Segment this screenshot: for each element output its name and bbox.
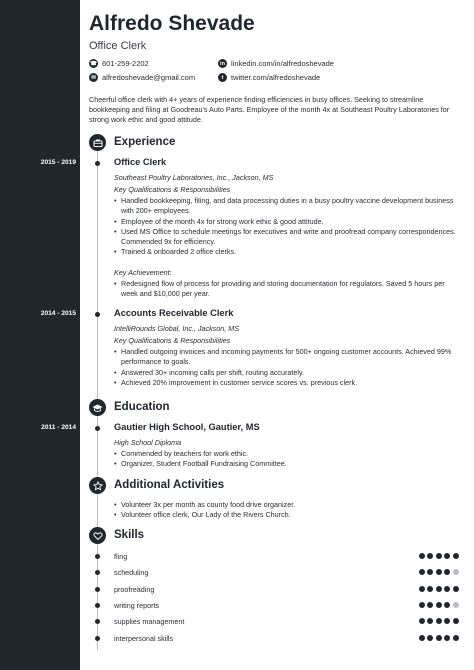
education-bullets (114, 449, 459, 470)
list-item: • Handled outgoing invoices and incoming payments for 500+ ongoing customer accounts. Achieved 99% performance to goals. (114, 347, 459, 368)
linkedin-text: linkedin.com/in/alfredoshevade (231, 59, 334, 68)
skill-rating-dot (427, 569, 433, 575)
skill-rating-dot (427, 635, 433, 641)
skill-rating-dot (444, 553, 450, 559)
twitter-icon: t (218, 73, 227, 82)
education-dates: 2011 - 2014 (41, 424, 76, 431)
contact-phone (89, 59, 149, 68)
list-item: • Answered 30+ incoming calls per shift, routing accurately. (114, 368, 459, 378)
skill-rating-dot (444, 618, 450, 624)
skill-row (114, 568, 459, 578)
skill-row (114, 552, 459, 562)
list-item: • Handled bookkeeping, filing, and data processing duties in a busy poultry vaccine development business with 200+ employees. (114, 196, 459, 217)
skill-rating-dot (419, 602, 425, 608)
timeline-dot (95, 587, 100, 592)
skill-rating-dot (436, 569, 442, 575)
contact-linkedin (218, 59, 334, 68)
timeline-dot (95, 426, 100, 431)
job-qualifications-label: Key Qualifications & Responsibilities (114, 185, 231, 194)
skill-rating-dot (444, 602, 450, 608)
education-school: Gautier High School, Gautier, MS (114, 422, 260, 432)
list-item: • Used MS Office to schedule meetings for executives and write and proofread company correspondences. Commended 9x for efficiency. (114, 227, 459, 248)
skill-rating (419, 569, 459, 575)
skill-rating (419, 586, 459, 592)
sidebar (0, 0, 80, 670)
list-item: • Volunteer office clerk, Our Lady of the Rivers Church. (114, 510, 459, 520)
job-achievements (114, 279, 459, 300)
education-degree: High School Diploma (114, 438, 182, 447)
timeline-dot (95, 161, 100, 166)
skill-rating-dot (419, 635, 425, 641)
resume-name: Alfredo Shevade (89, 12, 255, 35)
timeline-dot (95, 636, 100, 641)
section-title-education: Education (114, 401, 170, 413)
contact-email (89, 73, 195, 82)
job-company: IntelliRounds Global, Inc., Jackson, MS (114, 324, 240, 333)
twitter-text: twitter.com/alfredoshevade (231, 73, 321, 82)
skill-rating-dot (453, 602, 459, 608)
skill-rating-dot (453, 553, 459, 559)
briefcase-icon (89, 134, 106, 151)
section-title-experience: Experience (114, 136, 176, 148)
skill-rating (419, 635, 459, 641)
timeline-dot (95, 554, 100, 559)
skill-rating-dot (444, 635, 450, 641)
job-dates: 2014 - 2015 (40, 310, 76, 317)
skill-rating-dot (453, 635, 459, 641)
job-title: Accounts Receivable Clerk (114, 308, 234, 318)
linkedin-icon: in (218, 59, 227, 68)
job-bullets (114, 347, 459, 388)
skill-rating-dot (427, 602, 433, 608)
timeline-dot (95, 570, 100, 575)
skill-name: proofreading (114, 584, 155, 594)
skill-name: supplies management (114, 617, 185, 627)
skill-rating-dot (436, 618, 442, 624)
email-text: alfredoshevade@gmail.com (102, 73, 196, 82)
timeline-dot (95, 312, 100, 317)
skill-rating-dot (419, 569, 425, 575)
job-company: Southeast Poultry Laboratories, Inc., Jackson, MS (114, 173, 274, 182)
skill-rating-dot (444, 569, 450, 575)
heart-hand-icon (89, 527, 106, 544)
skill-rating-dot (436, 635, 442, 641)
section-title-activities: Additional Activities (114, 479, 225, 491)
skill-rating-dot (427, 586, 433, 592)
skill-rating (419, 553, 459, 559)
phone-text: 601-259-2202 (102, 59, 149, 68)
skill-row (114, 634, 459, 644)
skill-rating-dot (419, 618, 425, 624)
star-icon (89, 477, 106, 494)
skill-row (114, 585, 459, 595)
email-icon: ✉ (89, 73, 98, 82)
skill-rating-dot (436, 586, 442, 592)
job-dates: 2015 - 2019 (40, 159, 76, 166)
list-item: • Achieved 20% improvement in customer service scores vs. previous clerk. (114, 378, 459, 388)
skill-rating-dot (453, 569, 459, 575)
job-achievement-label: Key Achievement: (114, 268, 172, 277)
list-item: • Employee of the month 4x for strong work ethic & good attitude. (114, 217, 459, 227)
job-title: Office Clerk (114, 157, 167, 167)
list-item: • Volunteer 3x per month as county food drive organizer. (114, 500, 459, 510)
skill-rating-dot (436, 602, 442, 608)
resume-title: Office Clerk (89, 40, 147, 52)
section-title-skills: Skills (114, 529, 145, 541)
skill-name: interpersonal skills (114, 633, 174, 643)
skill-row (114, 617, 459, 627)
list-item: • Organizer, Student Football Fundraising Committee. (114, 459, 459, 469)
skill-rating-dot (419, 586, 425, 592)
job-bullets (114, 196, 459, 258)
skill-rating-dot (419, 553, 425, 559)
phone-icon: ☎ (90, 60, 97, 67)
summary: Cheerful office clerk with 4+ years of experience finding efficiencies in busy offices. Seeking to streamline bookkeeping and filing at Goodreau's Auto Parts. Employee of the month 4x at Southeast Poultry Laboratories for strong work ethic and good attitude. (89, 95, 450, 125)
activities-bullets (114, 500, 459, 521)
skill-rating-dot (427, 553, 433, 559)
skill-rating-dot (444, 586, 450, 592)
timeline-dot (95, 619, 100, 624)
skill-name: fling (114, 552, 128, 561)
contact-twitter (218, 73, 320, 82)
skill-rating (419, 618, 459, 624)
skill-name: writing reports (114, 600, 160, 610)
skill-rating (419, 602, 459, 608)
skill-row (114, 601, 459, 611)
timeline-dot (95, 603, 100, 608)
skill-rating-dot (453, 618, 459, 624)
graduation-cap-icon (89, 399, 106, 416)
list-item: • Commended by teachers for work ethic. (114, 449, 459, 459)
list-item: • Trained & onboarded 2 office clerks. (114, 247, 459, 257)
job-qualifications-label: Key Qualifications & Responsibilities (114, 336, 231, 345)
list-item: • Redesigned flow of process for providing and storing documentation for regulators. Saved 5 hours per week and $10,000 per year. (114, 279, 459, 300)
skill-name: scheduling (114, 568, 149, 578)
skill-rating-dot (427, 618, 433, 624)
skill-rating-dot (453, 586, 459, 592)
skill-rating-dot (436, 553, 442, 559)
